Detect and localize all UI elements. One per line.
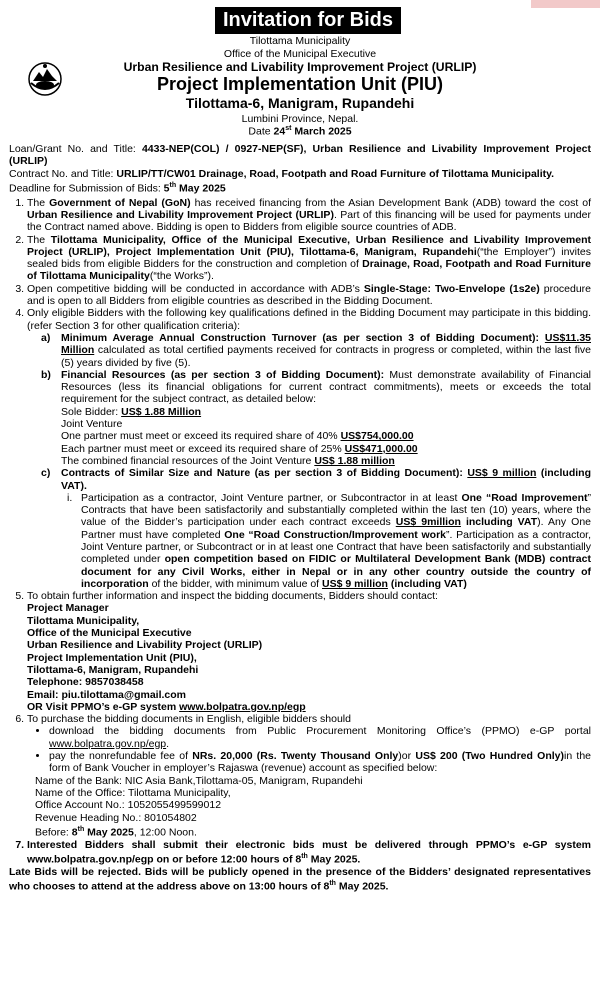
notice-title: Invitation for Bids bbox=[215, 7, 401, 34]
notice-body bbox=[9, 143, 591, 893]
purchase-steps bbox=[27, 725, 591, 774]
project-name: Urban Resilience and Livability Improvement Project (URLIP) bbox=[123, 60, 477, 74]
bank-revenue-heading: Revenue Heading No.: 801054802 bbox=[35, 811, 197, 824]
bid-notice bbox=[9, 7, 591, 982]
piu-heading: Project Implementation Unit (PIU) bbox=[156, 74, 444, 94]
clause-4: 4. Only eligible Bidders with the following key qualifications defined in the Bidding Document may participate in this bidding. (refer Section 3 for other qualification criteria): a) Minimum Average Annual Construction Turnover (as per section 3 of Bidding Document): US$11.35 Million calculated as total certified payments received for contracts in progress or completed, within the last five (5) years divided by five (5). b) Financial Resources (as per section 3 of Bidding Document): Must demonstrate availability of Financial Resources (less its financial obligations for current contract commitments), meets or exceeds the total requirement for the subject contract, as detailed below: Sole Bidder: US$ 1.88 Million Joint Venture One partner must meet or exceed its required share of 40% US$754,000.00 Each partner must meet or exceed its required share of 25% US$471,000.00 The combined financial resources of the Joint Venture US$ 1.88 million c) Contracts of Similar Size and Nature (as per section 3 of Bidding Document): US$ 9 million (including VAT). i. Participation as a contractor, Joint Venture partner, or Subcontractor in at least One “Road Improvement” Contracts that have been satisfactorily and substantially completed within the last ten (10) years, where the value of the Bidder’s participation under each contract exceeds US$ 9million including VAT). Any One Partner must have completed One “Road Construction/Improvement work”. Participation as a contractor, Joint Venture partner, or Subcontract or in at least one Contract that have been satisfactorily and substantially completed under open competition based on FIDIC or Multilateral Development Bank (MDB) contract document for any Civil Works, either in Nepal or in any other country outside the country of incorporation of the bidder, with minimum value of US$ 9 million (including VAT) bbox=[27, 307, 591, 590]
municipality-name: Tilottama Municipality bbox=[249, 35, 351, 47]
deadline-line: Deadline for Submission of Bids: 5th May 2025 bbox=[9, 181, 226, 195]
clause-6 bbox=[27, 713, 591, 838]
clause-list bbox=[9, 197, 591, 866]
bank-office: Name of the Office: Tilottama Municipality, bbox=[35, 786, 231, 799]
jv-line-1: One partner must meet or exceed its required share of 40% US$754,000.00 bbox=[61, 430, 414, 443]
telephone-line: Telephone: 9857038458 bbox=[27, 676, 144, 689]
corner-mark bbox=[531, 0, 600, 8]
purchase-intro: 6. To purchase the bidding documents in English, eligible bidders should bbox=[27, 713, 351, 726]
qualification-c-i: i. Participation as a contractor, Joint Venture partner, or Subcontractor in at least One “Road Improvement” Contracts that have been satisfactorily and substantially completed within the last ten (10) years, where the value of the Bidder’s participation under each contract exceeds US$ 9million including VAT). Any One Partner must have completed One “Road Construction/Improvement work”. Participation as a contractor, Joint Venture partner, or Subcontract or in at least one Contract that have been satisfactorily and substantially completed under open competition based on FIDIC or Multilateral Development Bank (MDB) contract document for any Civil Works, either in Nepal or in any other country outside the country of incorporation of the bidder, with minimum value of US$ 9 million (including VAT) bbox=[67, 491, 592, 590]
qualification-b: b) Financial Resources (as per section 3 of Bidding Document): Must demonstrate availability of Financial Resources (less its financial obligations for current contract commitments), meets or exceeds the total requirement for the subject contract, as detailed below: Sole Bidder: US$ 1.88 Million Joint Venture One partner must meet or exceed its required share of 40% US$754,000.00 Each partner must meet or exceed its required share of 25% US$471,000.00 The combined financial resources of the Joint Venture US$ 1.88 million bbox=[41, 368, 591, 467]
contact-line-1: Project Manager bbox=[27, 602, 109, 615]
contact-line-6: Tilottama-6, Manigram, Rupandehi bbox=[27, 663, 199, 676]
jv-line-2: Each partner must meet or exceed its required share of 25% US$471,000.00 bbox=[61, 442, 418, 455]
loan-line: Loan/Grant No. and Title: 4433-NEP(COL) / 0927-NEP(SF), Urban Resilience and Livability Improvement Project (URLIP) bbox=[9, 143, 591, 168]
egp-link[interactable]: www.bolpatra.gov.np/egp bbox=[179, 700, 306, 713]
contract-line: Contract No. and Title: URLIP/TT/CW01 Drainage, Road, Footpath and Road Furniture of Tilottama Municipality. bbox=[9, 167, 555, 180]
qualification-a: a) Minimum Average Annual Construction Turnover (as per section 3 of Bidding Document): US$11.35 Million calculated as total certified payments received for contracts in progress or completed, within the last five (5) years divided by five (5). bbox=[41, 331, 591, 369]
contact-intro: 5. To obtain further information and inspect the bidding documents, Bidders should contact: bbox=[27, 590, 438, 603]
contact-line-5: Project Implementation Unit (PIU), bbox=[27, 651, 197, 664]
notice-date: Date 24st March 2025 bbox=[248, 125, 352, 138]
clause-2: 2. The Tilottama Municipality, Office of the Municipal Executive, Urban Resilience and Livability Improvement Project (URLIP), Project Implementation Unit (PIU), Tilottama-6, Manigram, Rupandehi(“the Employer”) invites sealed bids from eligible Bidders for the construction and completion of Drainage, Road, Footpath and Road Furniture of Tilottama Municipality(“the Works”). bbox=[27, 234, 591, 283]
purchase-step-fee: • pay the nonrefundable fee of NRs. 20,000 (Rs. Twenty Thousand Only)or US$ 200 (Two Hundred Only)in the form of Bank Voucher in employer’s Rajaswa (revenue) account as specified below: bbox=[49, 750, 591, 775]
bank-account: Office Account No.: 1052055499599012 bbox=[35, 799, 222, 812]
contact-line-3: Office of the Municipal Executive bbox=[27, 627, 192, 640]
clause-1: 1. The Government of Nepal (GoN) has received financing from the Asian Development Bank (ADB) toward the cost of Urban Resilience and Livability Improvement Project (URLIP). Part of this financing will be used for payments under the Contract named above. Bidding is open to Bidders from eligible source countries of ADB. bbox=[27, 197, 591, 234]
province-line: Lumbini Province, Nepal. bbox=[241, 113, 359, 125]
clause-7: 7. Interested Bidders shall submit their electronic bids must be delivered through PPMO’s e-GP system www.bolpatra.gov.np/egp on or before 12:00 hours of 8th May 2025. bbox=[27, 839, 591, 866]
clause-5 bbox=[27, 590, 591, 713]
office-name: Office of the Municipal Executive bbox=[223, 48, 377, 60]
sole-bidder-line: Sole Bidder: US$ 1.88 Million bbox=[61, 405, 202, 418]
bank-name: Name of the Bank: NIC Asia Bank,Tilottama-05, Manigram, Rupandehi bbox=[35, 774, 363, 787]
qualification-list bbox=[27, 332, 591, 590]
address-line: Tilottama-6, Manigram, Rupandehi bbox=[185, 95, 415, 111]
purchase-step-download: • download the bidding documents from Public Procurement Monitoring Office’s (PPMO) e-GP portal www.bolpatra.gov.np/egp. bbox=[49, 725, 591, 750]
egp-portal-link[interactable]: www.bolpatra.gov.np/egp bbox=[49, 737, 167, 750]
purchase-deadline: Before: 8th May 2025, 12:00 Noon. bbox=[35, 825, 197, 839]
egp-visit-line: OR Visit PPMO’s e-GP system www.bolpatra.gov.np/egp bbox=[27, 700, 306, 713]
email-line: Email: piu.tilottama@gmail.com bbox=[27, 688, 187, 701]
contact-line-4: Urban Resilience and Livability Project (URLIP) bbox=[27, 639, 263, 652]
qualification-c: c) Contracts of Similar Size and Nature (as per section 3 of Bidding Document): US$ 9 million (including VAT). i. Participation as a contractor, Joint Venture partner, or Subcontractor in at least One “Road Improvement” Contracts that have been satisfactorily and substantially completed within the last ten (10) years, where the value of the Bidder’s participation under each contract exceeds US$ 9million including VAT). Any One Partner must have completed One “Road Construction/Improvement work”. Participation as a contractor, Joint Venture partner, or Subcontract or in at least one Contract that have been satisfactorily and substantially completed under open competition based on FIDIC or Multilateral Development Bank (MDB) contract document for any Civil Works, either in Nepal or in any other country outside the country of incorporation of the bidder, with minimum value of US$ 9 million (including VAT) bbox=[41, 467, 592, 590]
jv-line-3: The combined financial resources of the Joint Venture US$ 1.88 million bbox=[61, 454, 395, 467]
jv-label: Joint Venture bbox=[61, 418, 123, 431]
late-bids-notice: Late Bids will be rejected. Bids will be publicly opened in the presence of the Bidders’ designated representatives who chooses to attend at the address above on 13:00 hours of 8th May 2025. bbox=[9, 865, 591, 893]
clause-3: 3. Open competitive bidding will be conducted in accordance with ADB’s Single-Stage: Two-Envelope (1s2e) procedure and is open to all Bidders from eligible countries as described in the Bidding Document. bbox=[27, 283, 591, 308]
contact-line-2: Tilottama Municipality, bbox=[27, 614, 140, 627]
